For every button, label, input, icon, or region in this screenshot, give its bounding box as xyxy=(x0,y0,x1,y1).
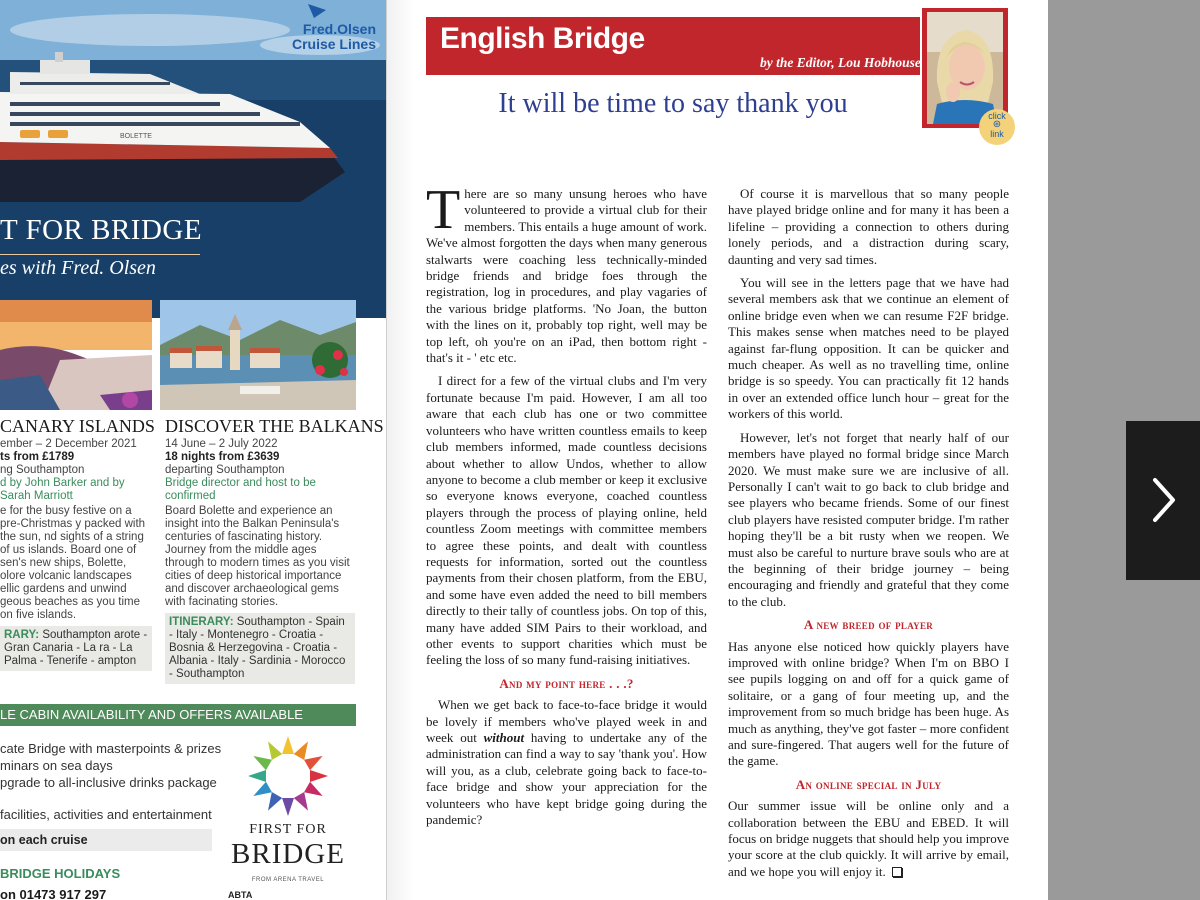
canary-description: e for the busy festive on a pre-Christmas y packed with the sun, nd sights of a string of us islands. Board one of sen's new ships, Bolette, olore volcanic landscapes ellic gardens and unwind geous beaches as you time on five islands. xyxy=(0,505,146,621)
bridge-holidays-label: BRIDGE HOLIDAYS xyxy=(0,866,121,881)
perk-item: pgrade to all-inclusive drinks package xyxy=(0,775,217,790)
paragraph: However, let's not forget that nearly half of our members have played no formal bridge since March 2020. We must make sure we are inclusive of all. Personally I can't wait to go back to club bridge and see players who became friends. Some of our finest club players have resisted computer bridge. I'm rather hoping they'll be a bit rusty when we reopen. We must also be careful to nurture brave souls who are at the beginning of their bridge journey – being encouraging and friendly and grateful that they come to the club. xyxy=(728,429,1009,609)
paragraph xyxy=(426,179,707,366)
canary-price: ts from £1789 xyxy=(0,451,75,463)
perk-highlight: on each cruise xyxy=(0,829,212,851)
fred-olsen-logo xyxy=(292,22,376,52)
canary-itinerary xyxy=(0,626,152,671)
end-of-article-icon xyxy=(892,867,902,877)
phone-number: on 01473 917 297 xyxy=(0,887,107,900)
balkans-column xyxy=(165,414,384,684)
hero-divider xyxy=(0,254,200,255)
next-page-button[interactable] xyxy=(1126,421,1200,580)
section-heading: And my point here . . .? xyxy=(499,675,634,691)
balkans-itinerary-text: Southampton - Spain - Italy - Montenegro - Croatia - Bosnia & Herzegovina - Croatia - Albania - Italy - Sardinia - Morocco - Southampton xyxy=(169,616,346,680)
perk-item: facilities, activities and entertainment xyxy=(0,807,212,822)
cabin-offers-banner: LE CABIN AVAILABILITY AND OFFERS AVAILABLE xyxy=(0,704,356,726)
article-column-right xyxy=(728,186,1009,887)
balkans-departing: departing Southampton xyxy=(165,464,285,476)
ship-name-label: BOLETTE xyxy=(120,133,152,140)
balkans-description: Board Bolette and experience an insight into the Balkan Peninsula's centuries of fascinating history. Journey from the middle ages through to modern times as you visit cities of deep historical importance and discover archaeological gems with facinating stories. xyxy=(165,505,350,608)
link-icon: ⊛ xyxy=(992,119,1002,130)
perks-list xyxy=(0,740,230,823)
brand-line-2: Cruise Lines xyxy=(291,36,376,52)
editor-portrait xyxy=(927,12,1003,124)
article-title: English Bridge xyxy=(440,22,645,55)
balkans-dates: 14 June – 2 July 2022 xyxy=(165,438,278,450)
article-byline: by the Editor, Lou Hobhouse xyxy=(760,55,921,70)
canary-dates: ember – 2 December 2021 xyxy=(0,438,137,450)
perk-item: cate Bridge with masterpoints & prizes xyxy=(0,741,222,756)
canary-hosts: d by John Barker and by Sarah Marriott xyxy=(0,477,125,502)
logo-first-for: FIRST FOR xyxy=(249,822,327,837)
perk-item: minars on sea days xyxy=(0,758,113,773)
canary-departing: ng Southampton xyxy=(0,464,85,476)
section-heading: An online special in July xyxy=(795,776,942,792)
paragraph-text: here are so many unsung heroes who have volunteered to provide a virtual club for their members. This entails a huge amount of work. We've almost forgotten the days when many generous stalwarts were coaching less technically-minded bridge friends and bridge foes through the registration, log in procedures, and play vagaries of the various bridge platforms. 'No Joan, the button with the lines on it, probably top right, well may be top left, oh you're on an iPad, then bottom right - that's it - ' etc etc. xyxy=(426,186,707,366)
paragraph xyxy=(426,697,707,828)
brand-line-1: Fred.Olsen xyxy=(302,21,376,37)
canary-islands-column xyxy=(0,414,155,671)
paragraph-text: having to undertake any of the administration can find a way to say 'thank you'. How will you, as a club, celebrate going back to face-to-face bridge and show your appreciation for the volunteers who have kept bridge going during the pandemic? xyxy=(426,730,707,828)
click-badge-text: click xyxy=(988,111,1006,121)
hero-subtitle: es with Fred. Olsen xyxy=(0,257,156,279)
click-link-badge[interactable] xyxy=(979,109,1015,145)
canary-title: CANARY ISLANDS xyxy=(0,416,155,436)
paragraph: Has anyone else noticed how quickly players have improved with online bridge? When I'm on BBO I see pupils logging on and off for a quick game of solitaire, or a gang of four meeting up, and the improvement from so much bridge has been huge. As much as anything, they've got faster – more confident and sure-fingered. That augers well for the future of the game. xyxy=(728,638,1009,769)
paragraph-text: When we get back to face-to-face bridge it would be lovely if members who've played week in and week out xyxy=(426,697,707,745)
cruise-ship-icon xyxy=(0,52,360,212)
paragraph xyxy=(728,798,1009,880)
page-edge xyxy=(386,0,387,900)
hero-title: T FOR BRIDGE xyxy=(0,214,203,246)
logo-from-arena: FROM ARENA TRAVEL xyxy=(251,877,325,883)
first-for-bridge-star-icon xyxy=(244,732,332,820)
section-heading: A new breed of player xyxy=(803,617,934,633)
emphasis-text: without xyxy=(483,730,525,745)
abta-logo: ABTA xyxy=(228,890,253,900)
balkans-hosts: Bridge director and host to be confirmed xyxy=(165,477,316,502)
balkans-price: 18 nights from £3639 xyxy=(165,451,280,463)
article-subtitle: It will be time to say thank you xyxy=(498,88,848,119)
logo-bridge: BRIDGE xyxy=(231,838,345,870)
cruise-hero-image xyxy=(0,0,386,318)
fred-olsen-flag-icon xyxy=(306,2,330,20)
balkans-photo xyxy=(160,300,356,410)
balkans-itinerary xyxy=(165,613,355,684)
canary-itinerary-text: Southampton arote - Gran Canaria - La ra - La Palma - Tenerife - ampton xyxy=(4,629,148,667)
paragraph: Of course it is marvellous that so many people have played bridge online and for many it has been a lifeline – providing a connection to others during lonely periods, and a distraction during scary, daunting and very sad times. xyxy=(728,186,1009,267)
balkans-itinerary-label: ITINERARY: xyxy=(169,616,234,628)
canary-islands-photo xyxy=(0,300,152,410)
page-gutter xyxy=(386,0,414,900)
paragraph: You will see in the letters page that we have had several members ask that we continue an element of online bridge even when we can resume F2F bridge. This makes sense when matches need to be played against far-flung opposition. It can be quicker and much cheaper. As well as no travelling time, online bridge is so speedy. You can practically fit 12 hands in over an extended office lunch hour – great for the workers of this world. xyxy=(728,275,1009,422)
drop-cap: T xyxy=(426,179,461,241)
balkans-title: DISCOVER THE BALKANS xyxy=(165,416,384,436)
advert-page xyxy=(0,0,386,900)
canary-itinerary-label: RARY: xyxy=(4,629,40,641)
chevron-right-icon xyxy=(1126,421,1200,580)
article-column-left xyxy=(426,179,707,835)
link-badge-text: link xyxy=(990,129,1004,139)
paragraph: I direct for a few of the virtual clubs and I'm very fortunate because I'm paid. However, I am all too aware that each club has one or two committee volunteers who have written countless emails to keep club members informed, made countless decisions about whether to allow Undos, whether to allow anyone to become a club member or keep it exclusive so everyone knows everyone, coached countless players through the process of playing online, held countless Zoom meetings with committee members to agree these points, and dealt with countless requests for information, sorted out the countless payments from their chosen platform, from the EBU, and some have even added the need to bill members directly to their tally of countless jobs. On top of this, many have added SIM Pairs to their workload, and other events to support charities which must be feeling the loss of so many fund-raising initiatives. xyxy=(426,373,707,668)
paragraph-text: Our summer issue will be online only and a collaboration between the EBU and EBED. It will focus on bridge nuggets that should help you improve your score at the club quickly. It will arrive by email, and we hope you will enjoy it. xyxy=(728,798,1009,879)
